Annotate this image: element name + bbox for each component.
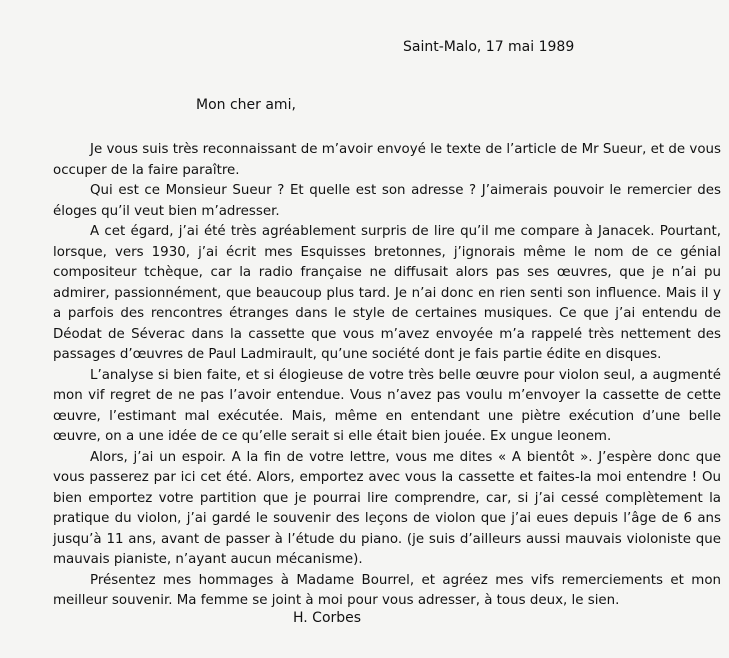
letter-salutation: Mon cher ami,: [196, 97, 296, 113]
paragraph-thanks: Je vous suis très reconnaissant de m’avoir envoyé le texte de l’article de Mr Sueur, et de vous occuper de la faire paraître.: [53, 142, 721, 178]
letter-body: [53, 140, 721, 612]
letter-date: Saint-Malo, 17 mai 1989: [403, 39, 575, 55]
letter-signature: H. Corbes: [293, 610, 362, 626]
paragraph-hope: Alors, j’ai un espoir. A la fin de votre lettre, vous me dites « A bientôt ». J’espère donc que vous passerez par ici cet été. Alors, emportez avec vous la cassette et faites-la moi entendre ! Ou bien emportez votre partition que je pourrai lire comprendre, car, si j’ai cessé complètement la pratique du violon, j’ai gardé le souvenir des leçons de violon que j’ai eues depuis l’âge de 6 ans jusqu’à 11 ans, avant de passer à l’étude du piano. (je suis d’ailleurs aussi mauvais violoniste que mauvais pianiste, n’ayant aucun mécanisme).: [53, 449, 721, 567]
paragraph-closing: Présentez mes hommages à Madame Bourrel, et agréez mes vifs remerciements et mon meilleur souvenir. Ma femme se joint à moi pour vous adresser, à tous deux, le sien.: [53, 572, 721, 608]
paragraph-question: Qui est ce Monsieur Sueur ? Et quelle est son adresse ? J’aimerais pouvoir le remercier des éloges qu’il veut bien m’adresser.: [53, 183, 721, 219]
paragraph-analysis: L’analyse si bien faite, et si élogieuse de votre très belle œuvre pour violon seul, a augmenté mon vif regret de ne pas l’avoir entendue. Vous n’avez pas voulu m’envoyer la cassette de cette œuvre, l’estimant mal exécutée. Mais, même en entendant une piètre exécution d’une belle œuvre, on a une idée de ce qu’elle serait si elle était bien jouée. Ex ungue leonem.: [53, 367, 721, 444]
paragraph-janacek: A cet égard, j’ai été très agréablement surpris de lire qu’il me compare à Janacek. Pourtant, lorsque, vers 1930, j’ai écrit mes Esquisses bretonnes, j’ignorais même le nom de ce génial compositeur tchèque, car la radio française ne diffusait alors pas ses œuvres, que je n’ai pu admirer, passionnément, que beaucoup plus tard. Je n’ai donc en rien senti son influence. Mais il y a parfois des rencontres étranges dans le style de certaines musiques. Ce que j’ai entendu de Déodat de Séverac dans la cassette que vous m’avez envoyée m’a rappelé très nettement des passages d’œuvres de Paul Ladmirault, qu’une société dont je fais partie édite en disques.: [53, 224, 721, 362]
